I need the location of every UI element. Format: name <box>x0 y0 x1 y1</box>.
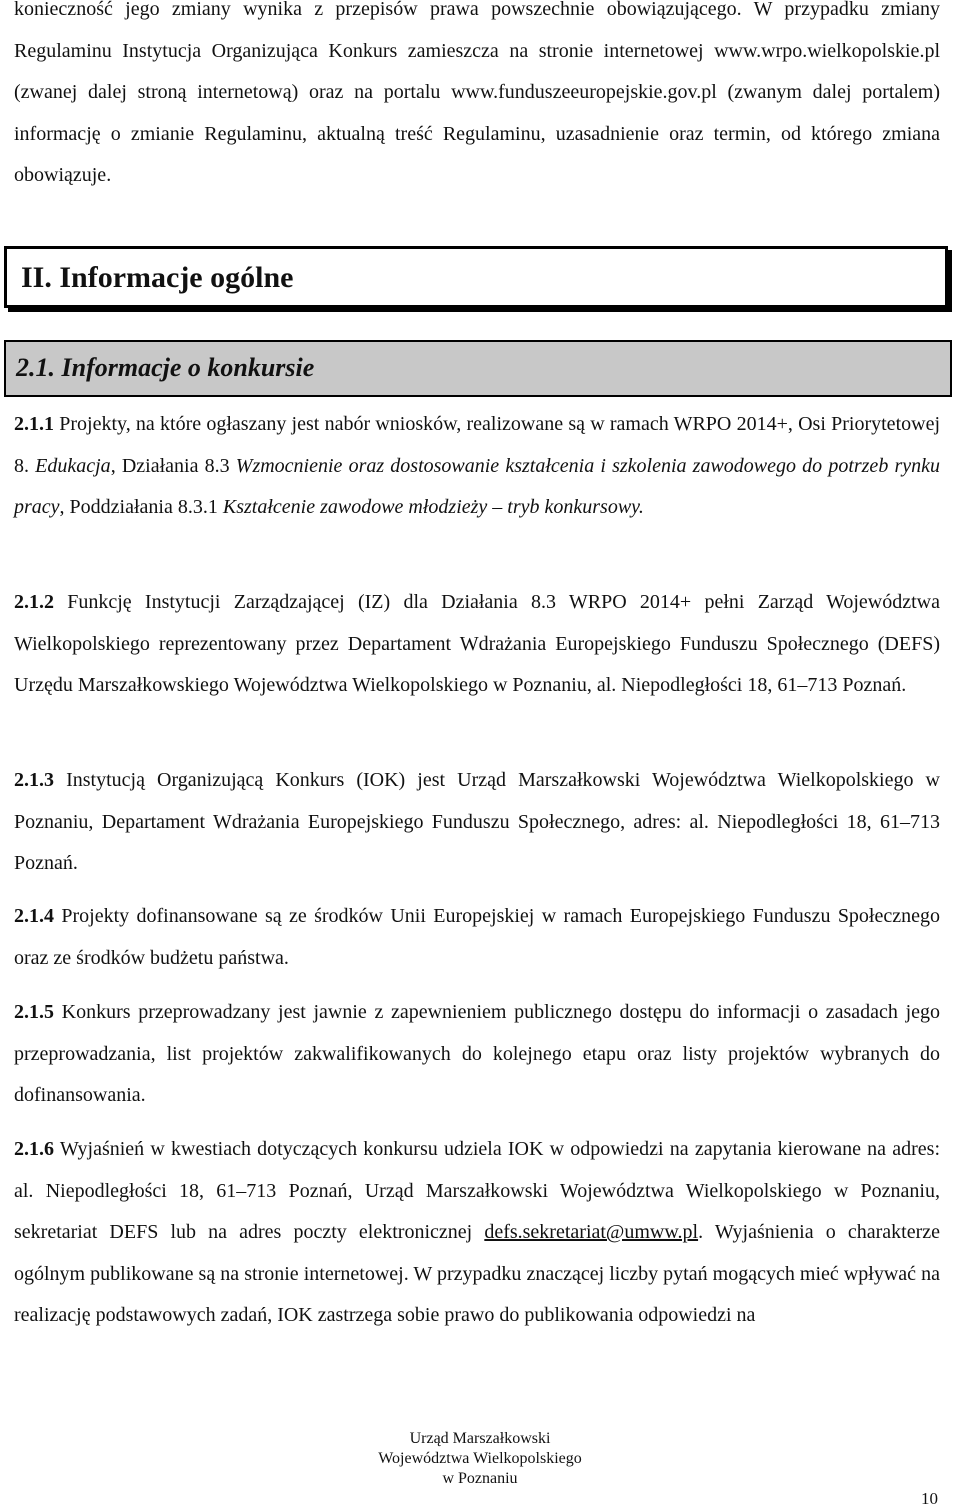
paragraph-2-1-2 <box>14 582 940 707</box>
paragraph-number: 2.1.3 <box>14 769 54 791</box>
page-number: 10 <box>921 1489 938 1508</box>
subsection-title: 2.1. Informacje o konkursie <box>16 353 315 382</box>
paragraph-text-italic: Kształcenie zawodowe młodzieży – tryb konkursowy. <box>222 496 644 518</box>
paragraph-2-1-6 <box>14 1129 940 1337</box>
paragraph-text: Konkurs przeprowadzany jest jawnie z zapewnieniem publicznego dostępu do informacji o zasadach jego przeprowadzania, list projektów zakwalifikowanych do kolejnego etapu oraz listy projektów wybranych do dofinansowania. <box>14 1001 940 1106</box>
paragraph-number: 2.1.4 <box>14 905 54 927</box>
paragraph-text: Funkcję Instytucji Zarządzającej (IZ) dla Działania 8.3 WRPO 2014+ pełni Zarząd Województwa Wielkopolskiego reprezentowany przez Departament Wdrażania Europejskiego Funduszu Społecznego (DEFS) Urzędu Marszałkowskiego Województwa Wielkopolskiego w Poznaniu, al. Niepodległości 18, 61–713 Poznań. <box>14 591 940 696</box>
email-link[interactable]: defs.sekretariat@umww.pl <box>484 1221 699 1243</box>
paragraph-2-1-1 <box>14 404 940 529</box>
paragraph-text: Instytucją Organizującą Konkurs (IOK) jest Urząd Marszałkowski Województwa Wielkopolskiego w Poznaniu, Departament Wdrażania Europejskiego Funduszu Społecznego, adres: al. Niepodległości 18, 61–713 Poznań. <box>14 769 940 874</box>
paragraph-2-1-4 <box>14 896 940 979</box>
section-title: II. Informacje ogólne <box>21 261 294 294</box>
paragraph-text: , Poddziałania 8.3.1 <box>59 496 223 518</box>
paragraph-number: 2.1.6 <box>14 1138 54 1160</box>
paragraph-number: 2.1.2 <box>14 591 54 613</box>
paragraph-text: Wyjaśnień w kwestiach dotyczących konkursu udziela IOK w odpowiedzi na zapytania kierowane na adres: al. Niepodległości 18, 61–713 Poznań, Urząd Marszałkowski Województwa Wielkopolskiego w Poznaniu, sekretariat DEFS lub na adres poczty elektronicznej <box>14 1138 940 1243</box>
footer-line: Urząd Marszałkowski <box>409 1430 551 1447</box>
paragraph-text: . Wyjaśnienia o charakterze ogólnym publikowane są na stronie internetowej. W przypadku znaczącej liczby pytań mogących mieć wpływać na realizację podstawowych zadań, IOK zastrzega sobie prawo do publikowania odpowiedzi na <box>14 1221 940 1326</box>
footer-line: Województwa Wielkopolskiego <box>378 1450 582 1467</box>
paragraph-text-italic: Wzmocnienie oraz dostosowanie kształcenia i szkolenia zawodowego do potrzeb rynku pracy <box>14 454 941 518</box>
paragraph-2-1-5 <box>14 992 940 1117</box>
paragraph-text: , Działania 8.3 <box>110 454 236 477</box>
intro-paragraph: konieczność jego zmiany wynika z przepisów prawa powszechnie obowiązującego. W przypadku zmiany Regulaminu Instytucja Organizująca Konkurs zamieszcza na stronie internetowej www.wrpo.wielkopolskie.pl (zwanej dalej stroną internetową) oraz na portalu www.funduszeeuropejskie.gov.pl (zwanym dalej portalem) informację o zmianie Regulaminu, aktualną treść Regulaminu, uzasadnienie oraz termin, od którego zmiana obowiązuje. <box>14 0 940 186</box>
section-heading-box <box>4 246 948 308</box>
paragraph-text: Projekty dofinansowane są ze środków Unii Europejskiej w ramach Europejskiego Funduszu Społecznego oraz ze środków budżetu państwa. <box>14 905 940 969</box>
paragraph-text-italic: Edukacja <box>35 454 111 477</box>
paragraph-number: 2.1.1 <box>14 413 54 435</box>
subsection-heading-box <box>4 340 952 397</box>
paragraph-2-1-3 <box>14 760 940 885</box>
footer-line: w Poznaniu <box>442 1470 518 1487</box>
page-footer <box>0 1429 960 1489</box>
paragraph-text: Projekty, na które ogłaszany jest nabór wniosków, realizowane są w ramach WRPO 2014+, Osi Priorytetowej 8. <box>14 413 940 477</box>
paragraph-number: 2.1.5 <box>14 1001 54 1023</box>
